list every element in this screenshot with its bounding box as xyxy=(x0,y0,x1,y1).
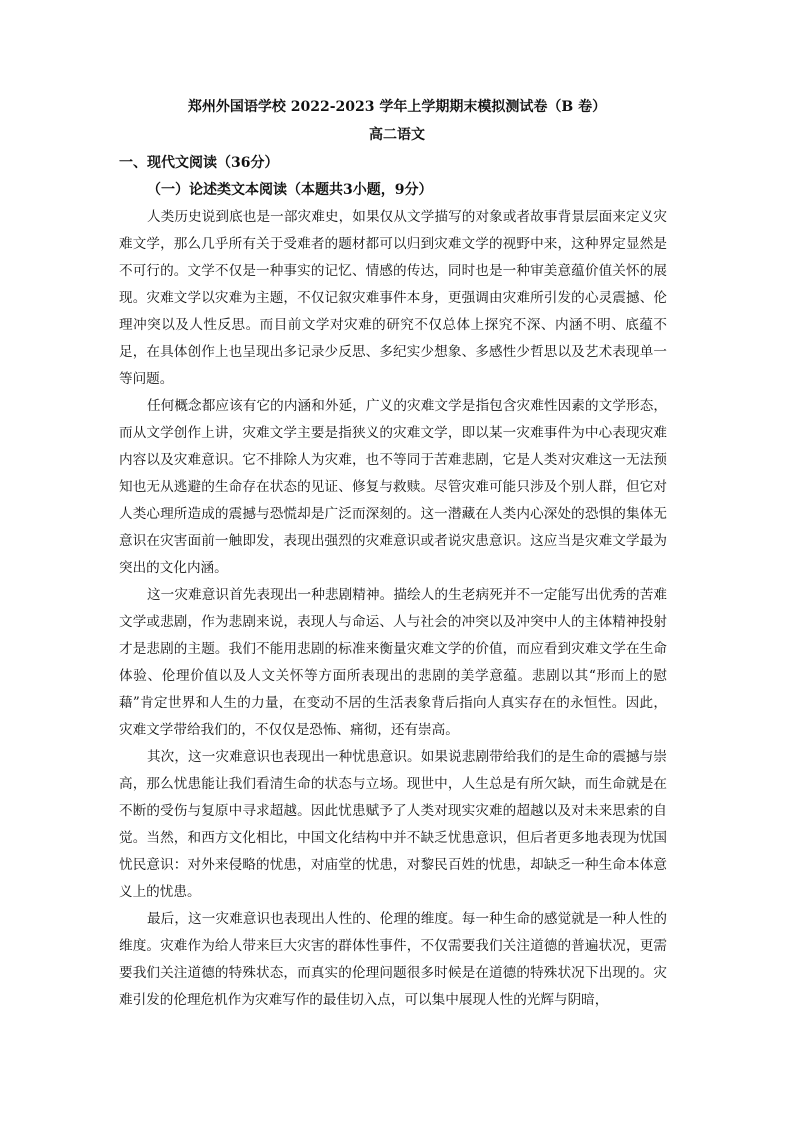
paragraph-5: 最后，这一灾难意识也表现出人性的、伦理的维度。每一种生命的感觉就是一种人性的维度。灾难作为给人带来巨大灾害的群体性事件，不仅需要我们关注道德的普遍状况，更需要我们关注道德的特殊状态，而真实的伦理问题很多时候是在道德的特殊状况下出现的。灾难引发的伦理危机作为灾难写作的最佳切入点，可以集中展现人性的光辉与阴暗， xyxy=(119,911,667,1008)
paragraph-1: 人类历史说到底也是一部灾难史，如果仅从文学描写的对象或者故事背景层面来定义灾难文学，那么几乎所有关于受难者的题材都可以归到灾难文学的视野中来，这种界定显然是不可行的。文学不仅是一种事实的记忆、情感的传达，同时也是一种审美意蕴价值关怀的展现。灾难文学以灾难为主题，不仅记叙灾难事件本身，更强调由灾难所引发的心灵震撼、伦理冲突以及人性反思。而目前文学对灾难的研究不仅总体上探究不深、内涵不明、底蕴不足，在具体创作上也呈现出多记录少反思、多纪实少想象、多感性少哲思以及艺术表现单一等问题。 xyxy=(119,209,667,387)
paragraph-3: 这一灾难意识首先表现出一种悲剧精神。描绘人的生老病死并不一定能写出优秀的苦难文学或悲剧，作为悲剧来说，表现人与命运、人与社会的冲突以及冲突中人的主体精神投射才是悲剧的主题。我们不能用悲剧的标准来衡量灾难文学的价值，而应看到灾难文学在生命体验、伦理价值以及人文关怀等方面所表现出的悲剧的美学意蕴。悲剧以其“形而上的慰藉”肯定世界和人生的力量，在变动不居的生活表象背后指向人真实存在的永恒性。因此，灾难文学带给我们的，不仅仅是恐怖、痛彻，还有崇高。 xyxy=(119,587,667,738)
sub-heading: （一）论述类文本阅读（本题共3小题，9分） xyxy=(147,182,433,198)
document-subtitle: 高二语文 xyxy=(369,127,425,143)
paragraph-2: 任何概念都应该有它的内涵和外延，广义的灾难文学是指包含灾难性因素的文学形态，而从文学创作上讲，灾难文学主要是指狭义的灾难文学，即以某一灾难事件为中心表现灾难内容以及灾难意识。它不排除人为灾难，也不等同于苦难悲剧，它是人类对灾难这一无法预知也无从逃避的生命存在状态的见证、修复与救赎。尽管灾难可能只涉及个别人群，但它对人类心理所造成的震撼与恐慌却是广泛而深刻的。这一潜藏在人类内心深处的恐惧的集体无意识在灾害面前一触即发，表现出强烈的灾难意识或者说灾患意识。这应当是灾难文学最为突出的文化内涵。 xyxy=(119,398,667,576)
document-title: 郑州外国语学校 2022-2023 学年上学期期末模拟测试卷（B 卷） xyxy=(187,99,607,115)
paragraph-4: 其次，这一灾难意识也表现出一种忧患意识。如果说悲剧带给我们的是生命的震撼与崇高，那么忧患能让我们看清生命的状态与立场。现世中，人生总是有所欠缺，而生命就是在不断的受伤与复原中寻求超越。因此忧患赋予了人类对现实灾难的超越以及对未来思索的自觉。当然，和西方文化相比，中国文化结构中并不缺乏忧患意识，但后者更多地表现为忧国忧民意识：对外来侵略的忧患，对庙堂的忧患，对黎民百姓的忧患，却缺乏一种生命本体意义上的忧患。 xyxy=(119,749,667,900)
section-heading: 一、现代文阅读（36分） xyxy=(119,155,279,171)
article-body xyxy=(119,204,667,1014)
